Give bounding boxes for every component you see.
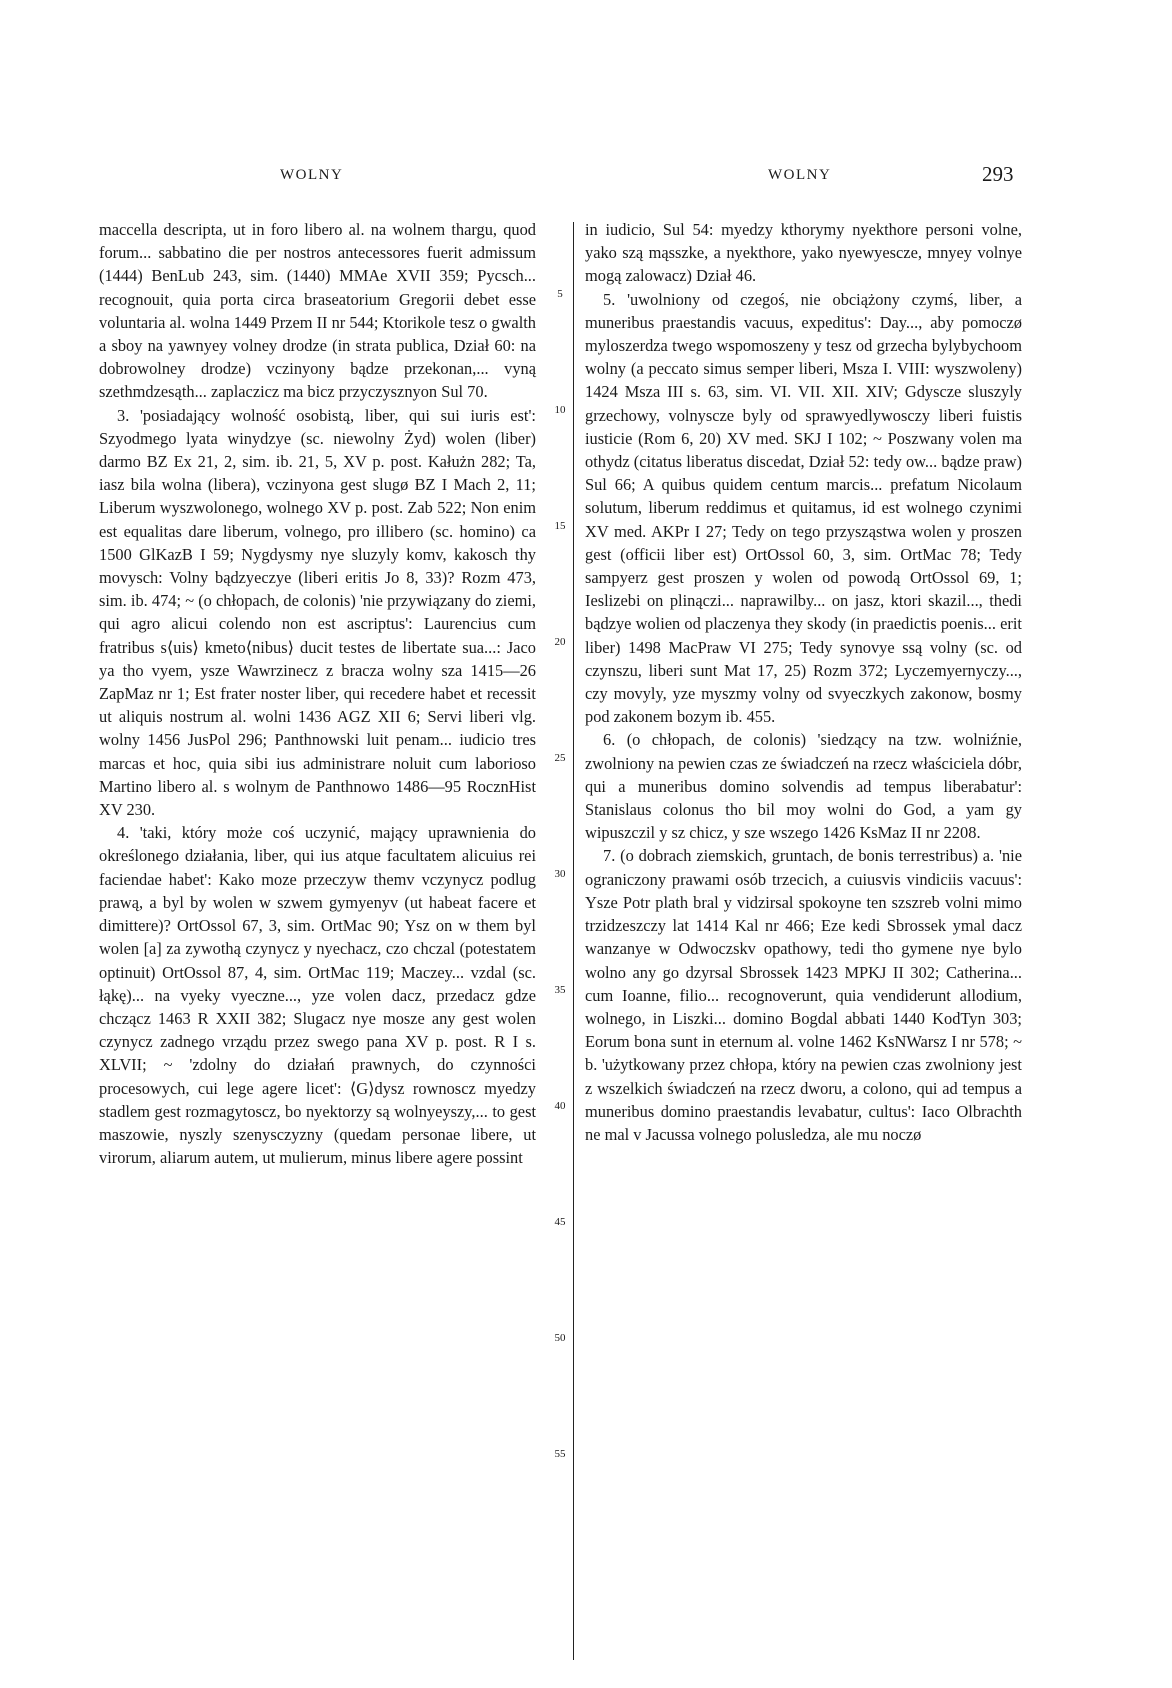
line-number: 5 [557, 288, 563, 300]
entry-paragraph: in iudicio, Sul 54: myedzy kthorymy nyekthore personi volne, yako szą mąsszke, a nyekthore, yako nyewyescze, mnyey volnye mogą zalowacz) Dział 46. [585, 220, 1022, 286]
entry-paragraph: 5. 'uwolniony od czegoś, nie obciążony czymś, liber, a muneribus praestandis vacuus, expeditus': Day..., aby pomoczø myloszerdza twego wspomoszeny y tesz od grzecha bylybychoom wolny (a peccato simus semper liberi, Msza I. VIII: wyszwoleny) 1424 Msza III s. 63, sim. VI. VII. XII. XIV; Gdyscze sluszyly grzechowy, volnyscze byly od sprawyedlywosczy liberi fuistis iusticie (Rom 6, 20) XV med. SKJ I 102; ~ Poszwany volen ma othydz (citatus liberatus discedat, Dział 52: tedy ow... bądze praw) Sul 66; A quibus quidem centum marcis... prefatum Nicolaum solutum, liberum reddimus et quitamus, id est wolnego czynimi XV med. AKPr I 27; Tedy on tego przysząstwa wolen y proszen gest (officii liber est) OrtOssol 60, 3, sim. OrtMac 78; Tedy sampyerz gest proszen y wolen od powodą OrtOssol 69, 1; Ieslizebi on plinączi... naprawilby... on jasz, ktori skazil..., thedi bądzye wolien od placzenya they skody (in praedictis poenis... erit liber) 1498 MacPraw VI 275; Tedy synovye ssą volny (sc. od czynszu, liberi sunt Mat 17, 25) Rozm 372; Lyczemyernyczy..., czy movyly, yze myszmy volny od svyeczkych zakonow, bosmy pod zakonem bozym ib. 455. [585, 289, 1022, 727]
entry-paragraph: maccella descripta, ut in foro libero al. na wolnem thargu, quod forum... sabbatino die per nostros antecessores fuerit admissum (1444) BenLub 243, sim. (1440) MMAe XVII 359; Pycsch... recognouit, quia porta circa braseatorium Gregorii debet esse voluntaria al. wolna 1449 Przem II nr 544; Ktorikole tesz o gwalth a sboy na yawnyey volney drodze (in strata publica, Dział 60: na dobrowolney drodze) vczinyony bądze przekonan,... vyną szethmdzesąth... zaplaczicz ma bicz przyczysznyon Sul 70. [99, 220, 536, 402]
entry-paragraph: 3. 'posiadający wolność osobistą, liber, qui sui iuris est': Szyodmego lyata winydzye (sc. niewolny Żyd) wolen (liber) darmo BZ Ex 21, 2, sim. ib. 21, 5, XV p. post. Kałużn 282; Ta, iasz bila wolna (libera), vczinyona gest slugø BZ I Mach 2, 11; Liberum wyszwolonego, wolnego XV p. post. Zab 522; Non enim est equalitas dare liberum, volnego, pro illibero (sc. homino) ca 1500 GlKazB I 59; Nygdysmy nye sluzyly komv, kakosch thy movysch: Volny bądzyeczye (liberi eritis Jo 8, 33)? Rozm 473, sim. ib. 474; ~ (o chłopach, de colonis) 'nie przywiązany do ziemi, qui agro alicui colendo non est ascriptus': Laurencius cum fratribus s⟨uis⟩ kmeto⟨nibus⟩ ducit testes de libertate sua...: Jaco ya tho vyem, ysze Wawrzinecz z bracza wolny sza 1415—26 ZapMaz nr 1; Est frater noster liber, qui recedere habet et recessit ut aliquis nostrum al. wolni 1436 AGZ XII 6; Servi liberi vlg. wolny 1456 JusPol 296; Panthnowski luit penam... iudicio tres marcas et hoc, quia sibi ius administrare noluit cum laborioso Martino libero al. s wolnym de Panthnowo 1486—95 RocznHist XV 230. [99, 405, 536, 820]
entry-paragraph: 7. (o dobrach ziemskich, gruntach, de bonis terrestribus) a. 'nie ograniczony prawami osób trzecich, a cuiusvis vindiciis vacuus': Ysze Potr plath bral y vidzirsal spokoyne ten szszreb volni mimo trzidzeszczy lat 1414 Kal nr 466; Eze kedi Sbrossek ymal dacz wanzanye w Odwoczskv opathowy, tedi tho gymene nye bylo wolno any go dzyrsal Sbrossek 1423 MPKJ II 302; Catherina... cum Ioanne, filio... recognoverunt, quia vendiderunt allodium, wolnego, in Liszki... domino Bogdal abbati 1440 KodTyn 303; Eorum bona sunt in eternum al. volne 1462 KsNWarsz I nr 578; ~ b. 'użytkowany przez chłopa, który na pewien czas zwolniony jest z wszelkich świadczeń na rzecz dworu, a colono, qui ad tempus a muneribus domino praestandis levabatur, cultus': Iaco Olbrachth ne mal v Jacussa volnego polusledza, ale mu noczø [585, 846, 1022, 1144]
line-number: 55 [554, 1448, 566, 1460]
line-number: 20 [554, 636, 566, 648]
entry-paragraph: 6. (o chłopach, de colonis) 'siedzący na tzw. wolniźnie, zwolniony na pewien czas ze świadczeń na rzecz właściciela dóbr, qui a muneribus domino solvendis ad tempus liberabatur': Stanislaus colonus tho bil moy wolni do God, a yam gy wipuszczil y sz chicz, y sze wszego 1426 KsMaz II nr 2208. [585, 730, 1022, 843]
page-number: 293 [982, 162, 1014, 186]
right-column [585, 218, 1022, 1146]
entry-paragraph: 4. 'taki, który może coś uczynić, mający uprawnienia do określonego działania, liber, qui ius atque facultatem alicuius rei faciendae habet': Kako moze przeczyw themv vczynycz podlug prawą, a byl by wolen w szwem gymyenyv (ut habeat facere et dimittere)? OrtOssol 67, 3, sim. OrtMac 90; Ysz on w them byl wolen [a] za zywothą czynycz y nyechacz, czo chczal (potestatem optinuit) OrtOssol 87, 4, sim. OrtMac 119; Maczey... vzdal (sc. łąkę)... na vyeky vyeczne..., yze volen dacz, przedacz gdze chcząсz 1463 R XXII 382; Slugacz nye mosze any gest wolen czynycz zadnego vrządu przez swego pana XV p. post. R I s. XLVII; ~ 'zdolny do działań prawnych, do czynności procesowych, cui lege agere licet': ⟨G⟩dysz rownoscz myedzy stadlem gest rozmagytoscz, bo nyektorzy są wolnyeyszy,... to gest maszowie, nyszly szenysczyzny (quedam personae libere, ut virorum, aliarum autem, ut mulierum, minus libere agere possint [99, 823, 536, 1168]
line-number: 45 [554, 1216, 566, 1228]
running-head-right: WOLNY [768, 167, 832, 183]
line-number: 35 [554, 984, 566, 996]
line-number: 40 [554, 1100, 566, 1112]
column-divider [573, 222, 574, 1660]
line-number: 25 [554, 752, 566, 764]
line-number: 50 [554, 1332, 566, 1344]
running-head-left: WOLNY [280, 167, 344, 183]
line-number: 15 [554, 520, 566, 532]
line-number: 10 [554, 404, 566, 416]
line-number: 30 [554, 868, 566, 880]
left-column [99, 218, 536, 1169]
